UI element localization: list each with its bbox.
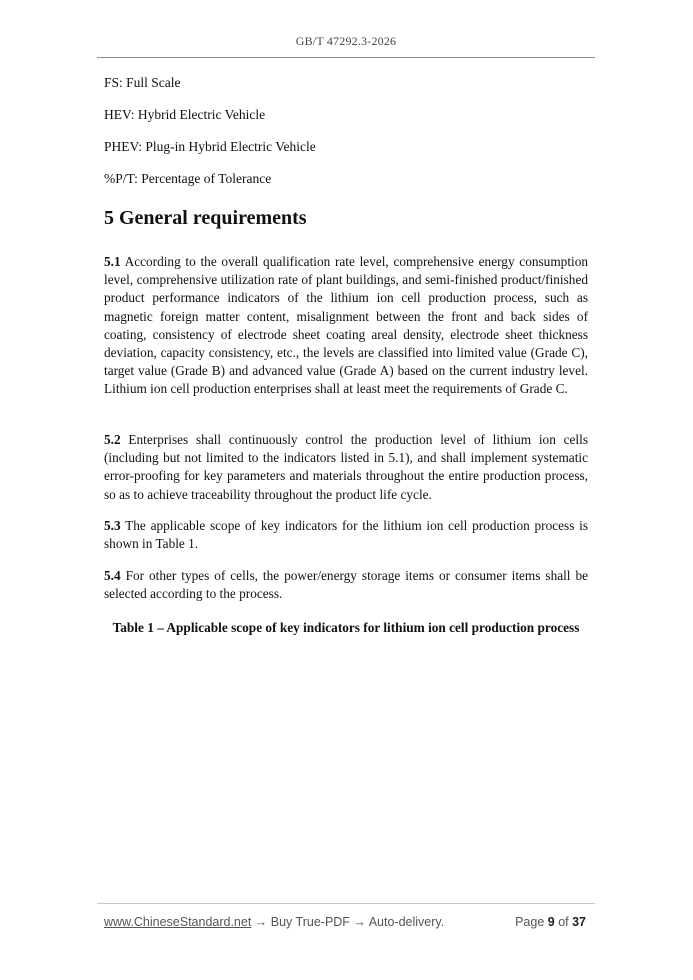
- clause-5-3: [104, 517, 588, 553]
- page-header-standard-code: GB/T 47292.3-2026: [295, 34, 397, 48]
- footer-promo-text: → Buy True-PDF → Auto-delivery.: [251, 915, 445, 929]
- footer-divider: [97, 903, 595, 904]
- clause-number: 5.2: [104, 432, 121, 447]
- abbreviation-fs: FS: Full Scale: [104, 75, 181, 90]
- section-heading: 5 General requirements: [104, 207, 307, 229]
- abbreviation-ppt: %P/T: Percentage of Tolerance: [104, 171, 272, 186]
- page-of: of: [554, 915, 573, 929]
- clause-5-4: [104, 567, 588, 603]
- clause-number: 5.4: [104, 568, 121, 583]
- page-current: 9: [547, 915, 555, 929]
- header-divider: [97, 57, 595, 58]
- page-footer: [104, 915, 588, 933]
- abbreviation-phev: PHEV: Plug-in Hybrid Electric Vehicle: [104, 139, 316, 154]
- footer-promo: [104, 915, 444, 929]
- page-total: 37: [572, 915, 586, 929]
- table-1-caption: Table 1 – Applicable scope of key indicators for lithium ion cell production process: [112, 620, 580, 635]
- page-prefix: Page: [515, 915, 548, 929]
- clause-text: The applicable scope of key indicators for the lithium ion cell production process is shown in Table 1.: [104, 518, 588, 552]
- clause-number: 5.1: [104, 254, 121, 269]
- page-number: [515, 915, 586, 929]
- clause-5-1: [104, 253, 588, 399]
- clause-text: Enterprises shall continuously control the production level of lithium ion cells (including but not limited to the indicators listed in 5.1), and shall implement systematic error-proofing for key parameters and materials throughout the entire production process, so as to achieve traceability throughout the product life cycle.: [104, 432, 588, 502]
- clause-5-2: [104, 431, 588, 504]
- abbreviation-hev: HEV: Hybrid Electric Vehicle: [104, 107, 266, 122]
- clause-number: 5.3: [104, 518, 121, 533]
- clause-text: According to the overall qualification rate level, comprehensive energy consumption level, comprehensive utilization rate of plant buildings, and semi-finished product/finished product performance indicators of the lithium ion cell production process, such as magnetic foreign matter content, misalignment between the front and back sides of coating, consistency of electrode sheet coating areal density, electrode sheet thickness deviation, capacity consistency, etc., the levels are classified into limited value (Grade C), target value (Grade B) and advanced value (Grade A) based on the current industry level. Lithium ion cell production enterprises shall at least meet the requirements of Grade C.: [104, 254, 588, 397]
- site-link[interactable]: www.ChineseStandard.net: [104, 915, 252, 929]
- clause-text: For other types of cells, the power/energy storage items or consumer items shall be selected according to the process.: [104, 568, 588, 602]
